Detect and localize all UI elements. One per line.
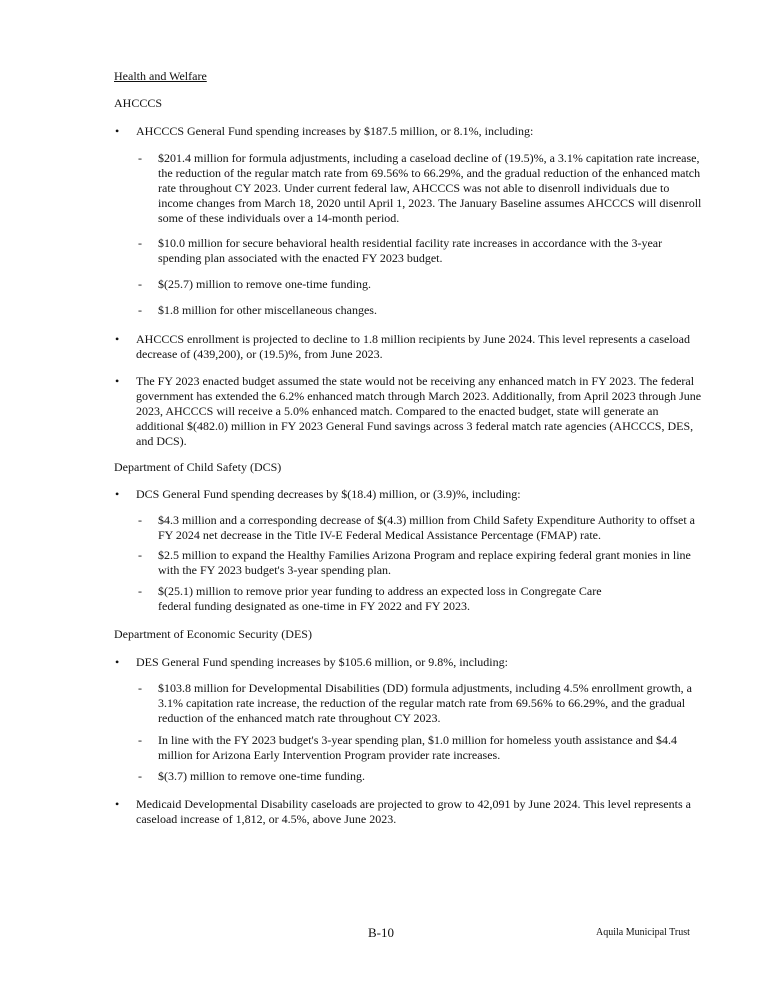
section-title: Health and Welfare <box>114 69 207 83</box>
ahcccs-sub-misc: $1.8 million for other miscellaneous changes. <box>158 303 377 317</box>
dash-marker: - <box>138 584 142 598</box>
dash-marker: - <box>138 513 142 527</box>
ahcccs-heading: AHCCCS <box>114 96 163 110</box>
footer-organization: Aquila Municipal Trust <box>596 927 690 938</box>
des-sub-homeless-youth: In line with the FY 2023 budget's 3-year spending plan, $1.0 million for homeless youth assistance and $4.4 million for Arizona Early Intervention Program provider rate increases. <box>158 733 677 762</box>
dcs-sub-fmap: $4.3 million and a corresponding decrease of $(4.3) million from Child Safety Expenditure Authority to offset a FY 2024 net decrease in the Title IV-E Federal Medical Assistance Percentage (FMAP) rate. <box>158 513 695 542</box>
dash-marker: - <box>138 277 142 291</box>
ahcccs-sub-onetime: $(25.7) million to remove one-time funding. <box>158 277 371 291</box>
dash-marker: - <box>138 769 142 783</box>
ahcccs-bullet-spending: AHCCCS General Fund spending increases by $187.5 million, or 8.1%, including: <box>136 124 534 138</box>
des-bullet-caseloads: Medicaid Developmental Disability caseloads are projected to grow to 42,091 by June 2024. This level represents a caseload increase of 1,812, or 4.5%, above June 2023. <box>136 797 691 826</box>
ahcccs-sub-formula: $201.4 million for formula adjustments, including a caseload decline of (19.5)%, a 3.1% capitation rate increase, the reduction of the regular match rate from 69.56% to 66.29%, and the gradual reduction of the enhanced match rate throughout CY 2023. Under current federal law, AHCCCS was not able to disenroll individuals due to income changes from March 18, 2020 until April 1, 2023. The January Baseline assumes AHCCCS will disenroll some of these individuals over a 14-month period. <box>158 151 702 225</box>
ahcccs-bullet-enrollment: AHCCCS enrollment is projected to decline to 1.8 million recipients by June 2024. This level represents a caseload decrease of (439,200), or (19.5)%, from June 2023. <box>136 332 690 361</box>
des-heading: Department of Economic Security (DES) <box>114 627 312 641</box>
dcs-sub-congregate-care-line1: $(25.1) million to remove prior year funding to address an expected loss in Congregate Care <box>158 584 602 598</box>
dcs-sub-healthy-families: $2.5 million to expand the Healthy Families Arizona Program and replace expiring federal grant monies in line with the FY 2023 budget's 3-year spending plan. <box>158 548 691 577</box>
ahcccs-bullet-enhanced-match: The FY 2023 enacted budget assumed the state would not be receiving any enhanced match in FY 2023. The federal government has extended the 6.2% enhanced match through March 2023. Additionally, from April 2023 through June 2023, AHCCCS will receive a 5.0% enhanced match. Compared to the enacted budget, state will generate an additional $(482.0) million in FY 2023 General Fund savings across 3 federal match rate agencies (AHCCCS, DES, and DCS). <box>136 374 702 448</box>
dcs-sub-congregate-care <box>158 584 698 614</box>
des-sub-dd-formula: $103.8 million for Developmental Disabilities (DD) formula adjustments, including 4.5% enrollment growth, a 3.1% capitation rate increase, the reduction of the regular match rate from 69.56% to 66.29%, and the gradual reduction of the enhanced match rate throughout CY 2023. <box>158 681 692 725</box>
dcs-sub-congregate-care-line2: federal funding designated as one-time in FY 2022 and FY 2023. <box>158 599 471 613</box>
bullet-marker: • <box>115 124 120 138</box>
dash-marker: - <box>138 548 142 562</box>
bullet-marker: • <box>115 332 120 346</box>
dcs-bullet-spending: DCS General Fund spending decreases by $(18.4) million, or (3.9)%, including: <box>136 487 521 501</box>
dash-marker: - <box>138 236 142 250</box>
bullet-marker: • <box>115 487 120 501</box>
ahcccs-sub-behavioral: $10.0 million for secure behavioral health residential facility rate increases in accordance with the 3-year spending plan associated with the enacted FY 2023 budget. <box>158 236 663 265</box>
dash-marker: - <box>138 681 142 695</box>
page-number: B-10 <box>368 925 394 940</box>
bullet-marker: • <box>115 374 120 388</box>
dash-marker: - <box>138 151 142 165</box>
dash-marker: - <box>138 303 142 317</box>
bullet-marker: • <box>115 797 120 811</box>
dash-marker: - <box>138 733 142 747</box>
bullet-marker: • <box>115 655 120 669</box>
dcs-heading: Department of Child Safety (DCS) <box>114 460 282 474</box>
des-sub-onetime: $(3.7) million to remove one-time funding. <box>158 769 365 783</box>
des-bullet-spending: DES General Fund spending increases by $105.6 million, or 9.8%, including: <box>136 655 508 669</box>
